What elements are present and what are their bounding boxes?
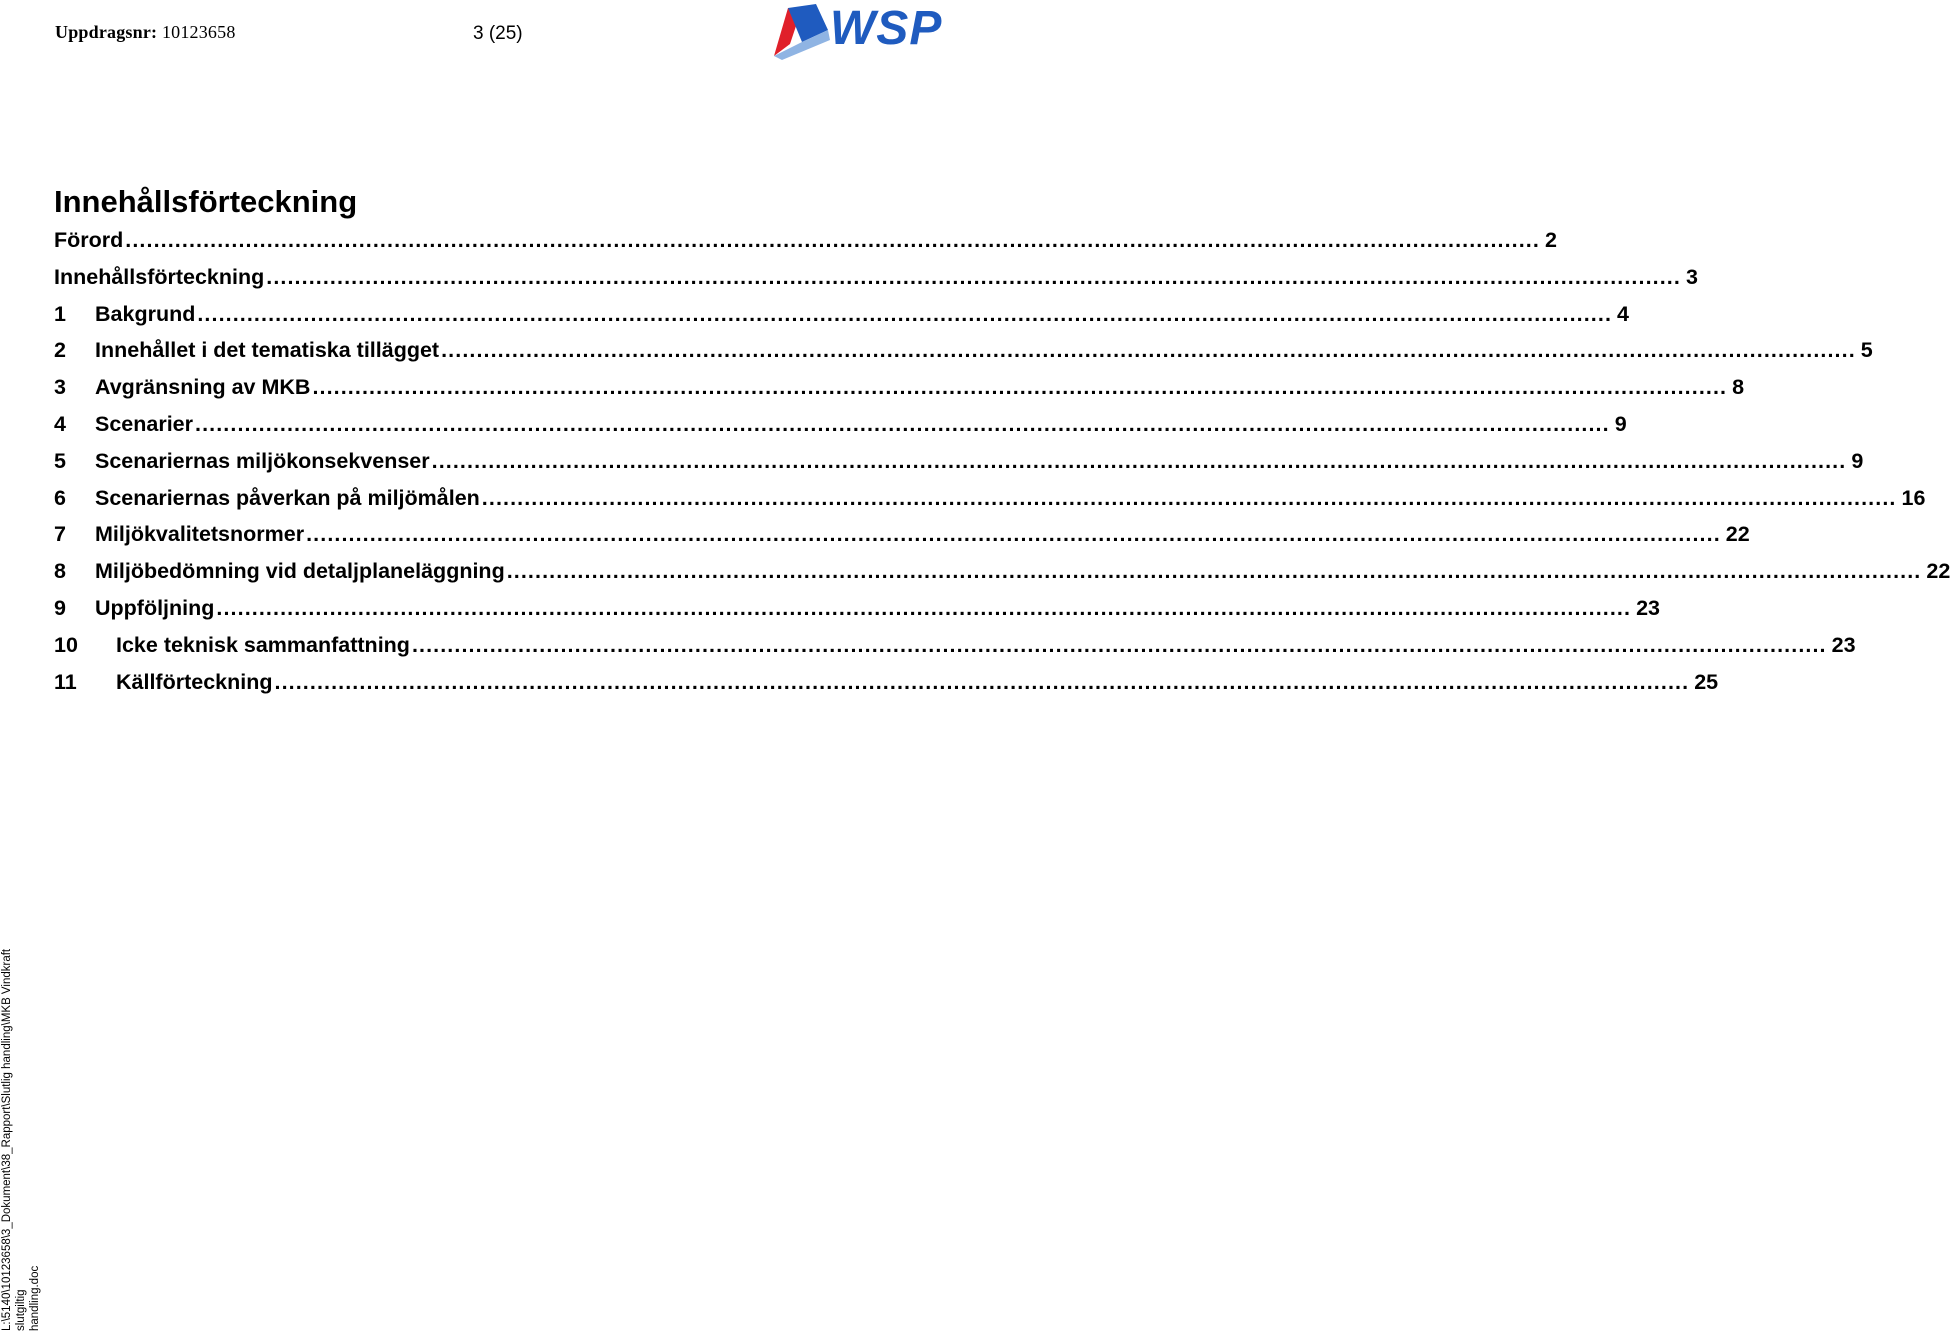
toc-entry-page: 9 xyxy=(1851,448,1864,473)
toc-dot-leader: ........................................................................................................................................................................................................ xyxy=(195,411,1610,436)
toc-entry-number: 9 xyxy=(54,595,66,620)
assignment-number-header xyxy=(55,22,236,43)
toc-entry-page: 3 xyxy=(1685,264,1698,289)
toc-entry-number: 3 xyxy=(54,375,66,400)
assignment-label: Uppdragsnr: xyxy=(55,22,158,42)
toc-entry-page: 2 xyxy=(1544,228,1557,252)
toc-entry-number: 8 xyxy=(54,559,66,584)
toc-entry-title: Förord xyxy=(54,228,124,252)
toc-entry-title: Scenarier xyxy=(95,411,194,436)
file-path-footer xyxy=(0,911,42,1331)
toc-entry[interactable] xyxy=(54,375,1745,412)
toc-entry[interactable] xyxy=(54,338,1873,375)
toc-entry-page: 16 xyxy=(1901,485,1926,510)
toc-entry[interactable] xyxy=(54,559,1950,596)
toc-entry-number: 2 xyxy=(54,338,66,363)
toc-dot-leader: ........................................................................................................................................................................................................ xyxy=(125,228,1540,252)
table-of-contents xyxy=(54,228,1950,706)
toc-entry-title: Källförteckning xyxy=(116,669,273,694)
toc-entry-number: 7 xyxy=(54,522,66,547)
toc-entry[interactable] xyxy=(54,485,1926,523)
toc-entry-title: Innehållsförteckning xyxy=(54,264,265,289)
toc-dot-leader: ........................................................................................................................................................................................................ xyxy=(431,448,1847,473)
toc-dot-leader: ........................................................................................................................................................................................................ xyxy=(411,632,1827,657)
toc-entry[interactable] xyxy=(54,632,1856,670)
toc-entry[interactable] xyxy=(54,228,1557,265)
toc-entry-page: 5 xyxy=(1860,338,1873,363)
page-indicator: 3 (25) xyxy=(473,23,523,44)
file-path-line-2: handling.doc xyxy=(29,1265,41,1331)
toc-dot-leader: ........................................................................................................................................................................................................ xyxy=(197,301,1613,326)
file-path-line-1: L:\5140\10123658\3_Dokument\38_Rapport\Slutlig handling\MKB Vindkraft slutgiltig xyxy=(1,948,27,1331)
assignment-number: 10123658 xyxy=(161,22,236,42)
logo-text: WSP xyxy=(830,2,943,55)
toc-entry-number: 6 xyxy=(54,485,66,510)
toc-dot-leader: ........................................................................................................................................................................................................ xyxy=(506,559,1922,584)
toc-entry-title: Avgränsning av MKB xyxy=(95,375,311,400)
toc-entry-page: 25 xyxy=(1694,669,1719,694)
wsp-logo xyxy=(768,0,960,60)
toc-entry[interactable] xyxy=(54,264,1698,302)
toc-entry-title: Scenariernas påverkan på miljömålen xyxy=(95,485,480,510)
toc-entry[interactable] xyxy=(54,595,1661,633)
toc-entry-title: Scenariernas miljökonsekvenser xyxy=(95,448,430,473)
toc-entry-title: Miljöbedömning vid detaljplaneläggning xyxy=(95,559,505,584)
toc-entry-number: 4 xyxy=(54,411,66,436)
toc-entry-page: 22 xyxy=(1926,559,1950,584)
toc-entry-title: Innehållet i det tematiska tillägget xyxy=(95,338,440,363)
toc-dot-leader: ........................................................................................................................................................................................................ xyxy=(481,485,1897,510)
toc-dot-leader: ........................................................................................................................................................................................................ xyxy=(441,338,1856,363)
toc-entry-page: 8 xyxy=(1732,375,1745,400)
toc-entry-number: 10 xyxy=(54,632,78,657)
toc-entry-page: 9 xyxy=(1614,411,1627,436)
toc-dot-leader: ........................................................................................................................................................................................................ xyxy=(274,669,1690,694)
toc-title: Innehållsförteckning xyxy=(54,184,358,219)
toc-entry-page: 23 xyxy=(1831,632,1856,657)
toc-entry-title: Bakgrund xyxy=(95,301,196,326)
toc-dot-leader: ........................................................................................................................................................................................................ xyxy=(216,595,1632,620)
toc-entry-title: Miljökvalitetsnormer xyxy=(95,522,305,547)
toc-entry-page: 22 xyxy=(1725,522,1750,547)
toc-entry-title: Uppföljning xyxy=(95,595,215,620)
toc-entry[interactable] xyxy=(54,448,1864,486)
toc-entry-title: Icke teknisk sammanfattning xyxy=(116,632,410,657)
toc-entry[interactable] xyxy=(54,669,1719,707)
toc-entry-page: 4 xyxy=(1617,301,1629,326)
toc-entry-page: 23 xyxy=(1636,595,1661,620)
toc-entry-number: 1 xyxy=(54,301,66,326)
toc-dot-leader: ........................................................................................................................................................................................................ xyxy=(312,375,1728,400)
toc-entry[interactable] xyxy=(54,522,1750,559)
toc-dot-leader: ........................................................................................................................................................................................................ xyxy=(306,522,1721,547)
toc-dot-leader: ........................................................................................................................................................................................................ xyxy=(266,264,1681,289)
toc-entry[interactable] xyxy=(54,301,1629,339)
toc-entry-number: 11 xyxy=(54,669,77,694)
toc-entry-number: 5 xyxy=(54,448,66,473)
toc-entry[interactable] xyxy=(54,411,1627,449)
